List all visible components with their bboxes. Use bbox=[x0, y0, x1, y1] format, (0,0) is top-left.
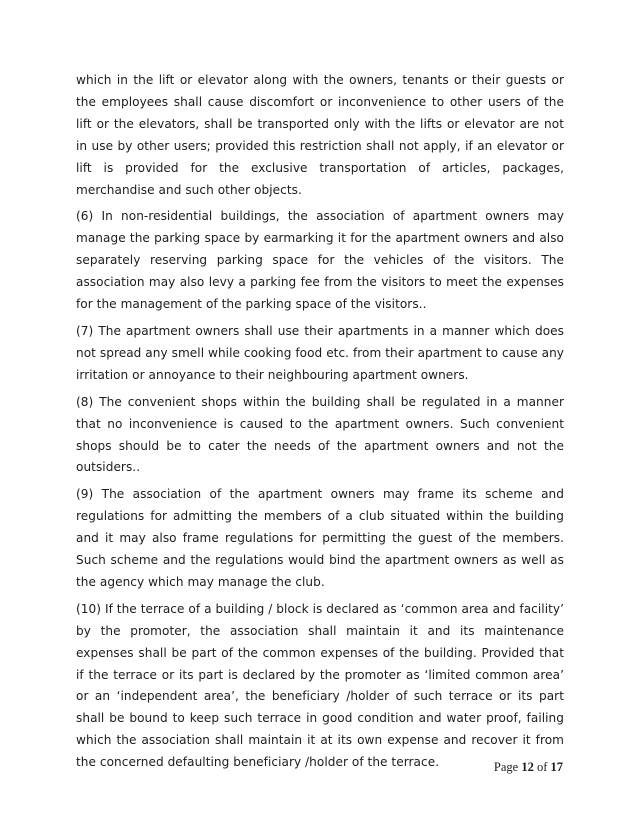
paragraph-6: (6) In non-residential buildings, the association of apartment owners may manage the parking space by earmarking it for the apartment owners and also separately reserving parking space for the vehicles of the visitors. The association may also levy a parking fee from the visitors to meet the expenses for the management of the parking space of the visitors.. bbox=[76, 209, 564, 312]
paragraph-8: (8) The convenient shops within the building shall be regulated in a manner that no inconvenience is caused to the apartment owners. Such convenient shops should be to cater the needs of the apartment owners and not the outsiders.. bbox=[76, 394, 564, 475]
paragraph-7: (7) The apartment owners shall use their apartments in a manner which does not spread any smell while cooking food etc. from their apartment to cause any irritation or annoyance to their neighbouring apartment owners. bbox=[76, 323, 564, 382]
document-page bbox=[76, 70, 564, 779]
paragraph-10: (10) If the terrace of a building / block is declared as ‘common area and facility’ by the promoter, the association shall maintain it and its maintenance expenses shall be part of the common expenses of the building. Provided that if the terrace or its part is declared by the promoter as ‘limited common area’ or an ‘independent area’, the beneficiary /holder of such terrace or its part shall be bound to keep such terrace in good condition and water proof, failing which the association shall maintain it at its own expense and recover it from the concerned defaulting beneficiary /holder of the terrace. bbox=[76, 601, 564, 770]
of-label: of bbox=[536, 760, 548, 774]
paragraph-continuation: which in the lift or elevator along with the owners, tenants or their guests or the employees shall cause discomfort or inconvenience to other users of the lift or the elevators, shall be transported only with the lifts or elevator are not in use by other users; provided this restriction shall not apply, if an elevator or lift is provided for the exclusive transportation of articles, packages, merchandise and such other objects. bbox=[76, 73, 564, 197]
page-label: Page bbox=[493, 760, 519, 774]
page-number: 12 bbox=[521, 760, 534, 774]
paragraph-9: (9) The association of the apartment owners may frame its scheme and regulations for admitting the members of a club situated within the building and it may also frame regulations for permitting the guest of the members. Such scheme and the regulations would bind the apartment owners as well as the agency which may manage the club. bbox=[76, 487, 564, 589]
page-footer bbox=[494, 760, 563, 775]
total-pages: 17 bbox=[550, 760, 563, 774]
